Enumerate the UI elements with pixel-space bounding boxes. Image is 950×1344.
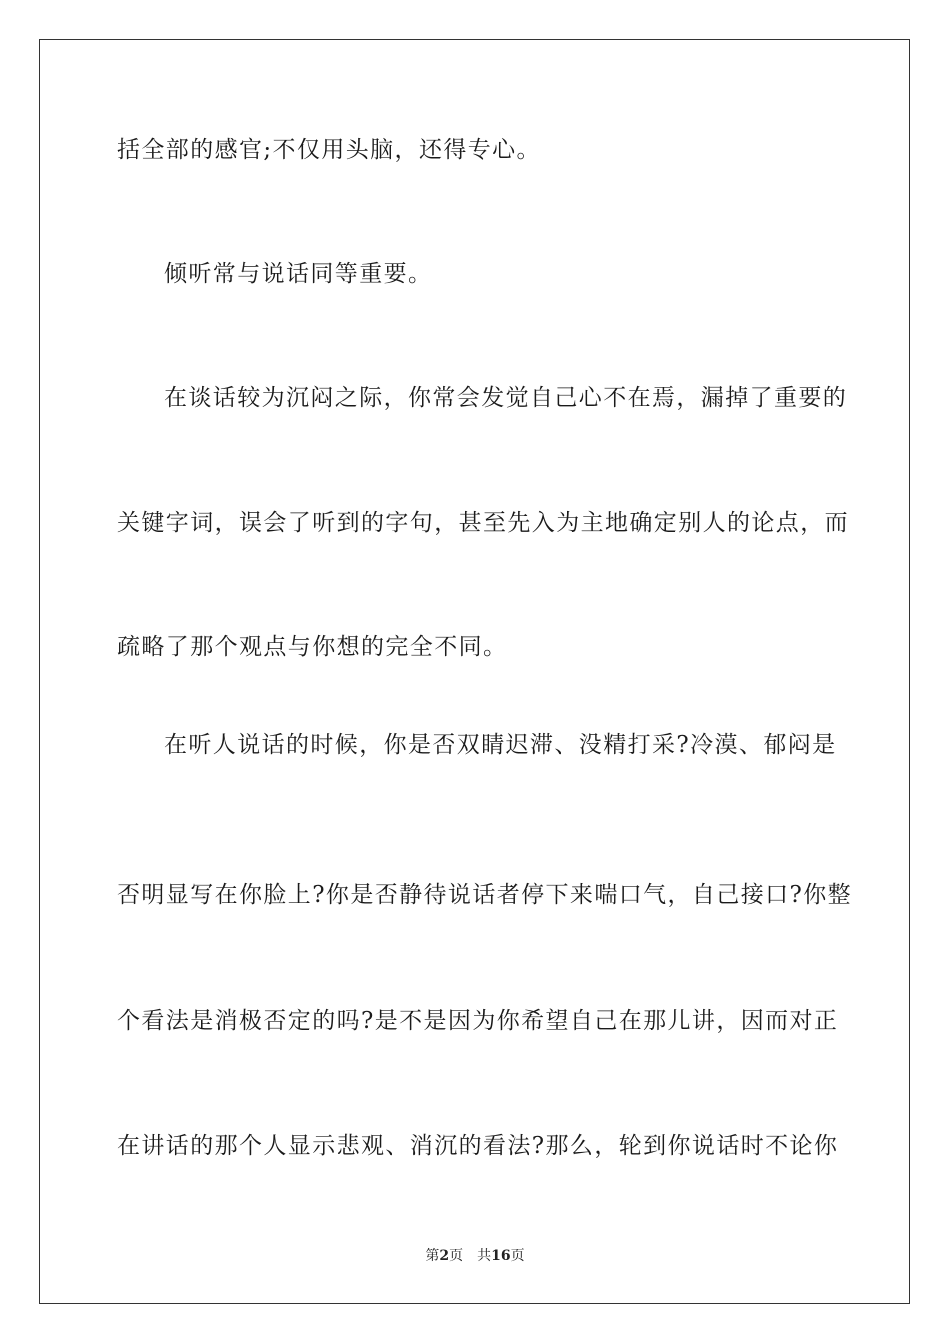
body-text-line: 个看法是消极否定的吗?是不是因为你希望自己在那儿讲，因而对正 [117, 1008, 839, 1034]
body-text-line: 在听人说话的时候，你是否双睛迟滞、没精打采?冷漠、郁闷是 [164, 732, 837, 758]
body-text-line: 疏略了那个观点与你想的完全不同。 [117, 634, 508, 660]
body-text-line: 关键字词，误会了听到的字句，甚至先入为主地确定别人的论点，而 [117, 510, 849, 536]
body-text-line: 否明显写在你脸上?你是否静待说话者停下来喘口气，自己接口?你整 [117, 882, 853, 908]
total-prefix: 共 [477, 1248, 492, 1264]
page-prefix: 第 [425, 1248, 440, 1264]
page-suffix: 页 [449, 1248, 464, 1264]
body-text-line: 倾听常与说话同等重要。 [164, 261, 433, 287]
total-suffix: 页 [510, 1248, 525, 1264]
body-text-line: 在讲话的那个人显示悲观、消沉的看法?那么，轮到你说话时不论你 [117, 1133, 839, 1159]
body-text-line: 在谈话较为沉闷之际，你常会发觉自己心不在焉，漏掉了重要的 [164, 385, 848, 411]
page-border [39, 39, 910, 1304]
page-footer [0, 1247, 950, 1265]
body-text-line: 括全部的感官;不仅用头脑，还得专心。 [117, 137, 541, 163]
page-number: 2 [439, 1248, 450, 1264]
total-pages: 16 [491, 1248, 511, 1264]
